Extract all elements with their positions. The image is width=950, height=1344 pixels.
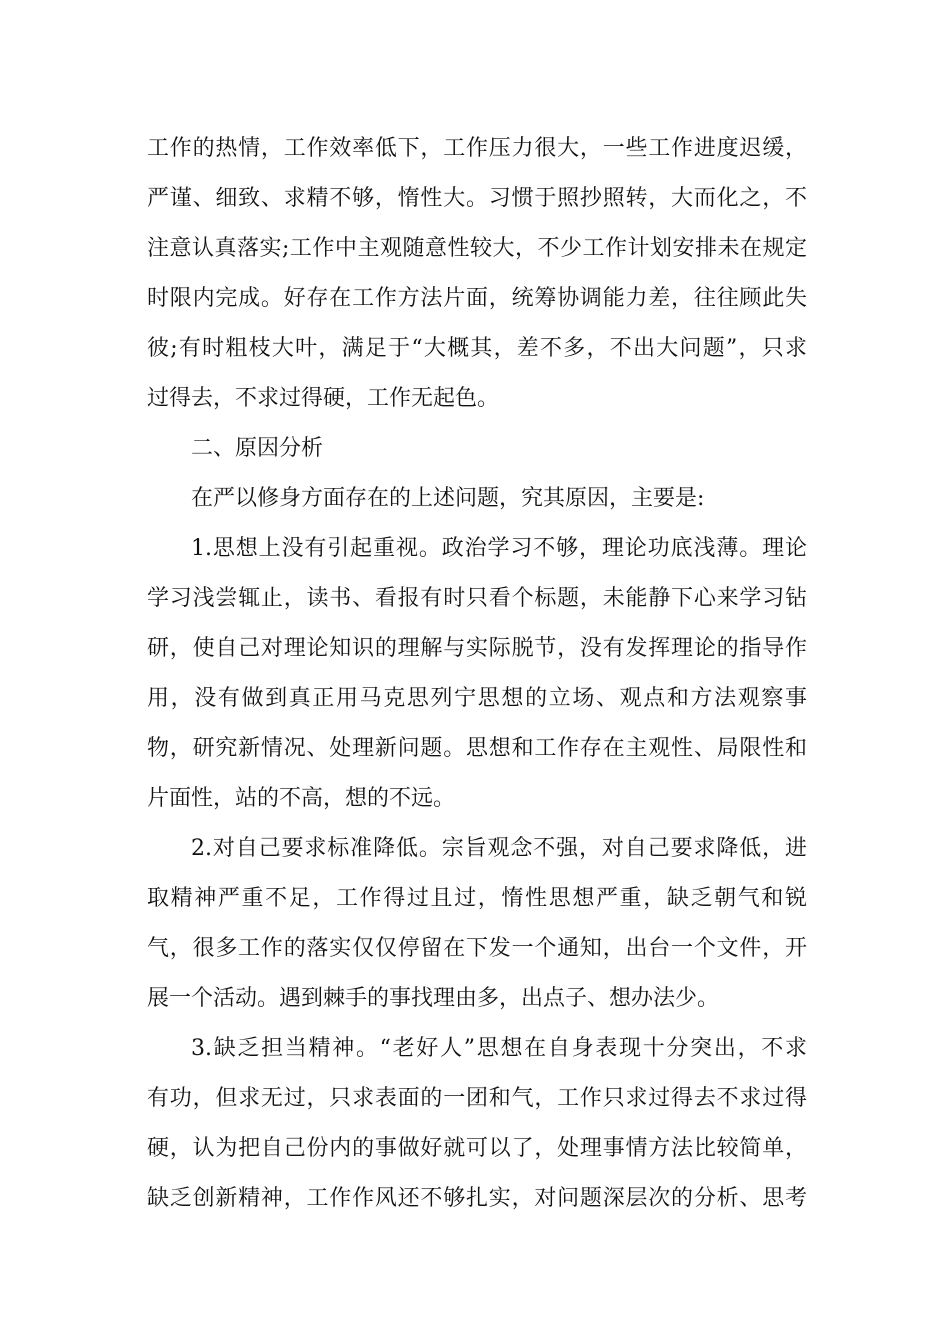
text-line: 3.缺乏担当精神。“老好人”思想在自身表现十分突出，不求 — [191, 1036, 807, 1061]
text-line: 在严以修身方面存在的上述问题，究其原因，主要是: — [191, 486, 705, 511]
text-line: 取精神严重不足，工作得过且过，惰性思想严重，缺乏朝气和锐 — [147, 886, 807, 911]
text-line: 学习浅尝辄止，读书、看报有时只看个标题，未能静下心来学习钻 — [147, 586, 807, 611]
text-line: 片面性，站的不高，想的不远。 — [147, 786, 456, 811]
text-line: 严谨、细致、求精不够，惰性大。习惯于照抄照转，大而化之，不 — [147, 186, 807, 211]
text-line: 物，研究新情况、处理新问题。思想和工作存在主观性、局限性和 — [147, 736, 807, 761]
text-line: 研，使自己对理论知识的理解与实际脱节，没有发挥理论的指导作 — [147, 636, 807, 661]
document-body — [147, 124, 807, 1224]
text-line: 时限内完成。好存在工作方法片面，统筹协调能力差，往往顾此失 — [147, 286, 807, 311]
text-line: 过得去，不求过得硬，工作无起色。 — [147, 386, 500, 411]
text-line: 展一个活动。遇到棘手的事找理由多，出点子、想办法少。 — [147, 986, 720, 1011]
text-line: 有功，但求无过，只求表面的一团和气，工作只求过得去不求过得 — [147, 1086, 807, 1111]
text-line: 彼;有时粗枝大叶，满足于“大概其，差不多，不出大问题”，只求 — [147, 336, 807, 361]
text-line: 注意认真落实;工作中主观随意性较大，不少工作计划安排未在规定 — [147, 236, 807, 261]
text-line: 工作的热情，工作效率低下，工作压力很大，一些工作进度迟缓， — [147, 136, 807, 161]
text-line: 气，很多工作的落实仅仅停留在下发一个通知，出台一个文件，开 — [147, 936, 807, 961]
text-line: 缺乏创新精神，工作作风还不够扎实，对问题深层次的分析、思考 — [147, 1186, 807, 1211]
text-line: 硬，认为把自己份内的事做好就可以了，处理事情方法比较简单， — [147, 1136, 807, 1161]
text-line: 用，没有做到真正用马克思列宁思想的立场、观点和方法观察事 — [147, 686, 807, 711]
section-heading: 二、原因分析 — [191, 436, 324, 461]
text-line: 2.对自己要求标准降低。宗旨观念不强，对自己要求降低，进 — [191, 836, 807, 861]
text-line: 1.思想上没有引起重视。政治学习不够，理论功底浅薄。理论 — [191, 536, 807, 561]
